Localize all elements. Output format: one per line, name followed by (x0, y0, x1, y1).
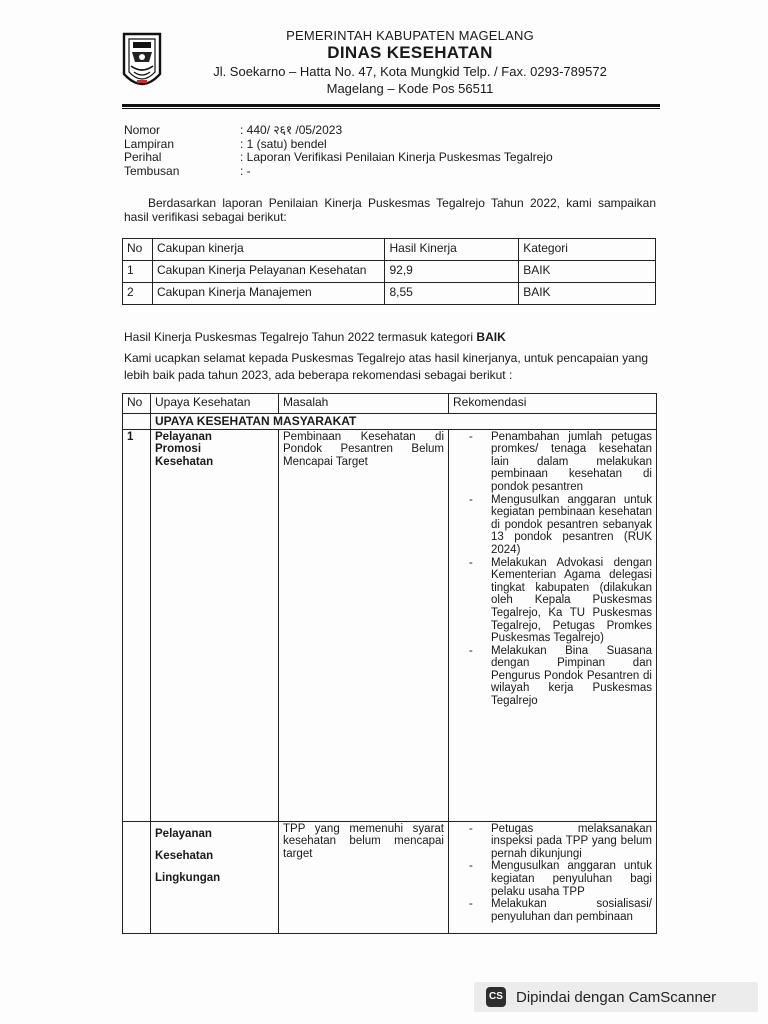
result-statement (124, 330, 664, 344)
cell-no: 2 (123, 283, 153, 305)
intro-text: Berdasarkan laporan Penilaian Kinerja Puskesmas Tegalrejo Tahun 2022, kami sampaikan hasil verifikasi sebagai berikut: (124, 196, 656, 224)
header-no: No (123, 239, 153, 261)
lampiran-label: Lampiran (124, 136, 175, 151)
camscanner-badge (474, 982, 758, 1012)
list-item: - Melakukan sosialisasi/ penyuluhan dan pembinaan (491, 898, 652, 923)
result-prefix: Hasil Kinerja Puskesmas Tegalrejo Tahun 2022 termasuk kategori (124, 330, 474, 344)
cell-recommendations (449, 821, 657, 933)
table-header-row (123, 239, 656, 261)
cell-service: Pelayanan Kesehatan Lingkungan (151, 821, 279, 933)
cell-service: Pelayanan Promosi Kesehatan (151, 429, 279, 821)
list-item: - Mengusulkan anggaran untuk kegiatan penyuluhan bagi pelaku usaha TPP (491, 860, 652, 898)
cell-no: 1 (123, 429, 151, 821)
cell-problem: Pembinaan Kesehatan di Pondok Pesantren Belum Mencapai Target (279, 429, 449, 821)
section-row (123, 414, 657, 430)
congratulation-paragraph: Kami ucapkan selamat kepada Puskesmas Tegalrejo atas hasil kinerjanya, untuk pencapaian yang lebih baik pada tahun 2023, ada beberapa rekomendasi sebagai berikut : (124, 351, 649, 382)
agency-address: Jl. Soekarno – Hatta No. 47, Kota Mungkid Telp. / Fax. 0293-789572 (213, 64, 607, 79)
nomor-value: : 440/ २६१ /05/2023 (240, 123, 343, 137)
header-category: Kategori (519, 239, 656, 261)
cell-recommendations (449, 429, 657, 821)
header-coverage: Cakupan kinerja (152, 239, 385, 261)
cell-coverage: Cakupan Kinerja Manajemen (152, 283, 385, 305)
header-result: Hasil Kinerja (385, 239, 519, 261)
intro-paragraph (124, 196, 656, 224)
government-name: PEMERINTAH KABUPATEN MAGELANG (286, 28, 534, 43)
letter-meta (124, 124, 553, 178)
list-item: - Melakukan Advokasi dengan Kementerian Agama delegasi tingkat kabupaten (dilakukan oleh Kepala Puskesmas Tegalrejo, Ka TU Puskesmas Tegalrejo, Petugas Promkes Puskesmas Tegalrejo) (491, 557, 652, 645)
lampiran-value: : 1 (satu) bendel (240, 136, 327, 151)
recommendation-list (453, 431, 652, 708)
tembusan-value: : - (240, 163, 251, 178)
list-item: - Petugas melaksanakan inspeksi pada TPP yang belum pernah dikunjungi (491, 823, 652, 861)
list-item: - Mengusulkan anggaran untuk kegiatan pembinaan kesehatan di pondok pesantren sebanyak 13 pondok pesantren (RUK 2024) (491, 494, 652, 557)
letterhead (180, 28, 640, 97)
cell-category: BAIK (519, 261, 656, 283)
recommendation-list (453, 823, 652, 924)
cell-problem: TPP yang memenuhi syarat kesehatan belum mencapai target (279, 821, 449, 933)
result-category: BAIK (476, 330, 506, 344)
cell-result: 8,55 (385, 283, 519, 305)
table-row (123, 261, 656, 283)
cell-no (123, 821, 151, 933)
perihal-value: : Laporan Verifikasi Penilaian Kinerja Puskesmas Tegalrejo (240, 150, 553, 164)
section-title: UPAYA KESEHATAN MASYARAKAT (151, 414, 657, 430)
camscanner-label: Dipindai dengan CamScanner (516, 988, 717, 1006)
magelang-coat-of-arms-logo (120, 28, 164, 98)
cell-result: 92,9 (385, 261, 519, 283)
cell-category: BAIK (519, 283, 656, 305)
cell-coverage: Cakupan Kinerja Pelayanan Kesehatan (152, 261, 385, 283)
header-health-effort: Upaya Kesehatan (151, 394, 279, 414)
table-header-row (123, 394, 657, 414)
table-row (123, 821, 657, 933)
agency-name: DINAS KESEHATAN (327, 43, 493, 62)
tembusan-label: Tembusan (124, 163, 180, 178)
list-item: - Penambahan jumlah petugas promkes/ tenaga kesehatan lain dalam melakukan pembinaan kesehatan di pondok pesantren (491, 431, 652, 494)
perihal-label: Perihal (124, 150, 162, 164)
cell-no: 1 (123, 261, 153, 283)
letterhead-divider-thick (122, 104, 660, 107)
recommendation-table (122, 393, 657, 934)
camscanner-icon: CS (486, 987, 506, 1007)
performance-table (122, 238, 656, 305)
header-problem: Masalah (279, 394, 449, 414)
table-row (123, 429, 657, 821)
list-item: - Melakukan Bina Suasana dengan Pimpinan dan Pengurus Pondok Pesantren di wilayah kerja Puskesmas Tegalrejo (491, 645, 652, 708)
table-row (123, 283, 656, 305)
nomor-label: Nomor (124, 123, 161, 137)
agency-city: Magelang – Kode Pos 56511 (326, 81, 494, 96)
header-recommendation: Rekomendasi (449, 394, 657, 414)
header-no: No (123, 394, 151, 414)
letterhead-divider-thin (122, 108, 660, 109)
